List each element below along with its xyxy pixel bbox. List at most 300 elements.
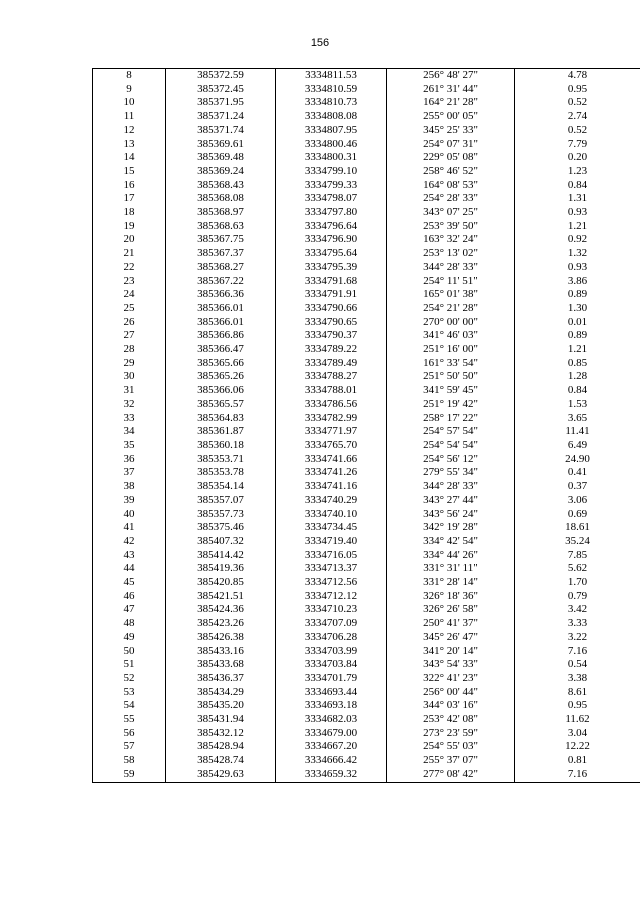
x-coordinate-cell: 385428.94 [166,740,276,754]
point-number-cell: 46 [93,590,166,604]
distance-cell: 0.92 [515,233,640,247]
point-number-cell: 53 [93,686,166,700]
y-coordinate-cell: 3334810.73 [276,96,387,110]
bearing-cell: 163° 32' 24" [387,233,515,247]
y-coordinate-cell: 3334797.80 [276,206,387,220]
distance-cell: 1.32 [515,247,640,261]
x-coordinate-cell: 385420.85 [166,576,276,590]
table-row [93,617,640,631]
x-coordinate-cell: 385364.83 [166,412,276,426]
point-number-cell: 45 [93,576,166,590]
point-number-cell: 35 [93,439,166,453]
distance-cell: 35.24 [515,535,640,549]
x-coordinate-cell: 385434.29 [166,686,276,700]
bearing-cell: 251° 50' 50" [387,370,515,384]
bearing-cell: 277° 08' 42" [387,768,515,782]
distance-cell: 0.95 [515,699,640,713]
y-coordinate-cell: 3334740.10 [276,508,387,522]
table-row [93,110,640,124]
point-number-cell: 40 [93,508,166,522]
x-coordinate-cell: 385372.59 [166,69,276,83]
y-coordinate-cell: 3334712.12 [276,590,387,604]
distance-cell: 3.86 [515,275,640,289]
y-coordinate-cell: 3334716.05 [276,549,387,563]
point-number-cell: 50 [93,645,166,659]
y-coordinate-cell: 3334811.53 [276,69,387,83]
x-coordinate-cell: 385369.48 [166,151,276,165]
point-number-cell: 32 [93,398,166,412]
distance-cell: 2.74 [515,110,640,124]
y-coordinate-cell: 3334788.01 [276,384,387,398]
coordinates-table [92,68,640,783]
point-number-cell: 54 [93,699,166,713]
y-coordinate-cell: 3334790.37 [276,329,387,343]
x-coordinate-cell: 385429.63 [166,768,276,782]
point-number-cell: 59 [93,768,166,782]
x-coordinate-cell: 385419.36 [166,562,276,576]
x-coordinate-cell: 385407.32 [166,535,276,549]
bearing-cell: 343° 54' 33" [387,658,515,672]
bearing-cell: 254° 54' 54" [387,439,515,453]
x-coordinate-cell: 385431.94 [166,713,276,727]
table-row [93,521,640,535]
x-coordinate-cell: 385366.36 [166,288,276,302]
distance-cell: 0.52 [515,124,640,138]
y-coordinate-cell: 3334788.27 [276,370,387,384]
table-row [93,466,640,480]
x-coordinate-cell: 385436.37 [166,672,276,686]
point-number-cell: 13 [93,138,166,152]
distance-cell: 0.89 [515,288,640,302]
distance-cell: 7.79 [515,138,640,152]
x-coordinate-cell: 385365.57 [166,398,276,412]
point-number-cell: 21 [93,247,166,261]
table-row [93,165,640,179]
x-coordinate-cell: 385368.97 [166,206,276,220]
y-coordinate-cell: 3334710.23 [276,603,387,617]
distance-cell: 7.16 [515,768,640,782]
x-coordinate-cell: 385353.78 [166,466,276,480]
table-row [93,727,640,741]
y-coordinate-cell: 3334796.64 [276,220,387,234]
y-coordinate-cell: 3334666.42 [276,754,387,768]
point-number-cell: 19 [93,220,166,234]
x-coordinate-cell: 385366.01 [166,302,276,316]
point-number-cell: 51 [93,658,166,672]
table-row [93,124,640,138]
bearing-cell: 229° 05' 08" [387,151,515,165]
bearing-cell: 331° 28' 14" [387,576,515,590]
table-row [93,247,640,261]
y-coordinate-cell: 3334798.07 [276,192,387,206]
distance-cell: 1.28 [515,370,640,384]
distance-cell: 3.33 [515,617,640,631]
point-number-cell: 18 [93,206,166,220]
point-number-cell: 34 [93,425,166,439]
distance-cell: 6.49 [515,439,640,453]
distance-cell: 0.95 [515,83,640,97]
point-number-cell: 23 [93,275,166,289]
point-number-cell: 48 [93,617,166,631]
bearing-cell: 258° 17' 22" [387,412,515,426]
x-coordinate-cell: 385424.36 [166,603,276,617]
y-coordinate-cell: 3334795.39 [276,261,387,275]
x-coordinate-cell: 385368.08 [166,192,276,206]
bearing-cell: 164° 21' 28" [387,96,515,110]
table-row [93,658,640,672]
bearing-cell: 341° 59' 45" [387,384,515,398]
bearing-cell: 256° 00' 44" [387,686,515,700]
y-coordinate-cell: 3334790.65 [276,316,387,330]
bearing-cell: 254° 21' 28" [387,302,515,316]
y-coordinate-cell: 3334741.26 [276,466,387,480]
x-coordinate-cell: 385366.06 [166,384,276,398]
distance-cell: 0.52 [515,96,640,110]
x-coordinate-cell: 385354.14 [166,480,276,494]
table-row [93,631,640,645]
table-row [93,329,640,343]
bearing-cell: 279° 55' 34" [387,466,515,480]
distance-cell: 0.69 [515,508,640,522]
x-coordinate-cell: 385372.45 [166,83,276,97]
distance-cell: 12.22 [515,740,640,754]
y-coordinate-cell: 3334682.03 [276,713,387,727]
table-row [93,439,640,453]
y-coordinate-cell: 3334719.40 [276,535,387,549]
x-coordinate-cell: 385368.43 [166,179,276,193]
bearing-cell: 326° 18' 36" [387,590,515,604]
bearing-cell: 250° 41' 37" [387,617,515,631]
x-coordinate-cell: 385365.26 [166,370,276,384]
y-coordinate-cell: 3334799.33 [276,179,387,193]
y-coordinate-cell: 3334799.10 [276,165,387,179]
y-coordinate-cell: 3334703.84 [276,658,387,672]
bearing-cell: 322° 41' 23" [387,672,515,686]
table-row [93,206,640,220]
point-number-cell: 52 [93,672,166,686]
y-coordinate-cell: 3334810.59 [276,83,387,97]
distance-cell: 0.81 [515,754,640,768]
point-number-cell: 42 [93,535,166,549]
table-row [93,179,640,193]
table-row [93,343,640,357]
point-number-cell: 33 [93,412,166,426]
bearing-cell: 254° 55' 03" [387,740,515,754]
point-number-cell: 58 [93,754,166,768]
x-coordinate-cell: 385369.61 [166,138,276,152]
table-row [93,672,640,686]
y-coordinate-cell: 3334706.28 [276,631,387,645]
point-number-cell: 27 [93,329,166,343]
y-coordinate-cell: 3334782.99 [276,412,387,426]
table-row [93,138,640,152]
bearing-cell: 343° 27' 44" [387,494,515,508]
table-row [93,83,640,97]
y-coordinate-cell: 3334791.91 [276,288,387,302]
distance-cell: 0.37 [515,480,640,494]
table-row [93,384,640,398]
x-coordinate-cell: 385367.75 [166,233,276,247]
x-coordinate-cell: 385369.24 [166,165,276,179]
point-number-cell: 24 [93,288,166,302]
x-coordinate-cell: 385432.12 [166,727,276,741]
bearing-cell: 254° 28' 33" [387,192,515,206]
x-coordinate-cell: 385360.18 [166,439,276,453]
x-coordinate-cell: 385414.42 [166,549,276,563]
table-row [93,220,640,234]
y-coordinate-cell: 3334712.56 [276,576,387,590]
point-number-cell: 11 [93,110,166,124]
point-number-cell: 36 [93,453,166,467]
bearing-cell: 344° 28' 33" [387,480,515,494]
table-row [93,480,640,494]
y-coordinate-cell: 3334659.32 [276,768,387,782]
bearing-cell: 253° 39' 50" [387,220,515,234]
bearing-cell: 251° 19' 42" [387,398,515,412]
y-coordinate-cell: 3334808.08 [276,110,387,124]
bearing-cell: 164° 08' 53" [387,179,515,193]
bearing-cell: 251° 16' 00" [387,343,515,357]
bearing-cell: 326° 26' 58" [387,603,515,617]
bearing-cell: 344° 28' 33" [387,261,515,275]
bearing-cell: 258° 46' 52" [387,165,515,179]
bearing-cell: 342° 19' 28" [387,521,515,535]
table-row [93,453,640,467]
distance-cell: 0.93 [515,261,640,275]
bearing-cell: 341° 20' 14" [387,645,515,659]
distance-cell: 1.30 [515,302,640,316]
table-row [93,398,640,412]
x-coordinate-cell: 385368.63 [166,220,276,234]
x-coordinate-cell: 385426.38 [166,631,276,645]
distance-cell: 0.89 [515,329,640,343]
bearing-cell: 343° 56' 24" [387,508,515,522]
distance-cell: 5.62 [515,562,640,576]
x-coordinate-cell: 385375.46 [166,521,276,535]
table-row [93,261,640,275]
y-coordinate-cell: 3334713.37 [276,562,387,576]
y-coordinate-cell: 3334765.70 [276,439,387,453]
y-coordinate-cell: 3334790.66 [276,302,387,316]
point-number-cell: 26 [93,316,166,330]
distance-cell: 24.90 [515,453,640,467]
distance-cell: 7.16 [515,645,640,659]
x-coordinate-cell: 385433.16 [166,645,276,659]
x-coordinate-cell: 385423.26 [166,617,276,631]
bearing-cell: 161° 33' 54" [387,357,515,371]
x-coordinate-cell: 385367.22 [166,275,276,289]
table-row [93,590,640,604]
bearing-cell: 253° 13' 02" [387,247,515,261]
distance-cell: 0.20 [515,151,640,165]
point-number-cell: 39 [93,494,166,508]
distance-cell: 4.78 [515,69,640,83]
distance-cell: 0.84 [515,179,640,193]
bearing-cell: 345° 25' 33" [387,124,515,138]
bearing-cell: 253° 42' 08" [387,713,515,727]
x-coordinate-cell: 385357.73 [166,508,276,522]
point-number-cell: 44 [93,562,166,576]
table-row [93,754,640,768]
bearing-cell: 165° 01' 38" [387,288,515,302]
y-coordinate-cell: 3334703.99 [276,645,387,659]
point-number-cell: 9 [93,83,166,97]
y-coordinate-cell: 3334771.97 [276,425,387,439]
x-coordinate-cell: 385371.74 [166,124,276,138]
bearing-cell: 254° 07' 31" [387,138,515,152]
table-row [93,425,640,439]
point-number-cell: 57 [93,740,166,754]
x-coordinate-cell: 385421.51 [166,590,276,604]
distance-cell: 1.21 [515,220,640,234]
x-coordinate-cell: 385428.74 [166,754,276,768]
bearing-cell: 254° 11' 51" [387,275,515,289]
x-coordinate-cell: 385371.24 [166,110,276,124]
point-number-cell: 20 [93,233,166,247]
y-coordinate-cell: 3334707.09 [276,617,387,631]
point-number-cell: 37 [93,466,166,480]
y-coordinate-cell: 3334701.79 [276,672,387,686]
distance-cell: 3.65 [515,412,640,426]
point-number-cell: 22 [93,261,166,275]
page-number: 156 [310,37,330,49]
table-row [93,645,640,659]
table-row [93,96,640,110]
table-row [93,370,640,384]
table-row [93,768,640,782]
table-row [93,69,640,83]
distance-cell: 0.93 [515,206,640,220]
y-coordinate-cell: 3334679.00 [276,727,387,741]
x-coordinate-cell: 385368.27 [166,261,276,275]
distance-cell: 1.21 [515,343,640,357]
x-coordinate-cell: 385366.01 [166,316,276,330]
point-number-cell: 16 [93,179,166,193]
point-number-cell: 43 [93,549,166,563]
x-coordinate-cell: 385365.66 [166,357,276,371]
distance-cell: 3.06 [515,494,640,508]
x-coordinate-cell: 385366.86 [166,329,276,343]
y-coordinate-cell: 3334667.20 [276,740,387,754]
bearing-cell: 261° 31' 44" [387,83,515,97]
distance-cell: 3.42 [515,603,640,617]
distance-cell: 0.54 [515,658,640,672]
bearing-cell: 254° 57' 54" [387,425,515,439]
point-number-cell: 10 [93,96,166,110]
point-number-cell: 12 [93,124,166,138]
table-row [93,192,640,206]
point-number-cell: 25 [93,302,166,316]
distance-cell: 8.61 [515,686,640,700]
distance-cell: 1.70 [515,576,640,590]
table-row [93,151,640,165]
point-number-cell: 56 [93,727,166,741]
x-coordinate-cell: 385367.37 [166,247,276,261]
table-row [93,302,640,316]
bearing-cell: 270° 00' 00" [387,316,515,330]
distance-cell: 0.79 [515,590,640,604]
point-number-cell: 47 [93,603,166,617]
point-number-cell: 55 [93,713,166,727]
y-coordinate-cell: 3334800.31 [276,151,387,165]
distance-cell: 11.41 [515,425,640,439]
table-row [93,508,640,522]
table-row [93,699,640,713]
bearing-cell: 334° 42' 54" [387,535,515,549]
x-coordinate-cell: 385357.07 [166,494,276,508]
table-row [93,713,640,727]
y-coordinate-cell: 3334807.95 [276,124,387,138]
bearing-cell: 341° 46' 03" [387,329,515,343]
x-coordinate-cell: 385433.68 [166,658,276,672]
distance-cell: 0.01 [515,316,640,330]
y-coordinate-cell: 3334789.49 [276,357,387,371]
point-number-cell: 38 [93,480,166,494]
bearing-cell: 256° 48' 27" [387,69,515,83]
bearing-cell: 255° 37' 07" [387,754,515,768]
bearing-cell: 343° 07' 25" [387,206,515,220]
point-number-cell: 8 [93,69,166,83]
bearing-cell: 255° 00' 05" [387,110,515,124]
table-row [93,494,640,508]
distance-cell: 3.38 [515,672,640,686]
distance-cell: 7.85 [515,549,640,563]
distance-cell: 3.22 [515,631,640,645]
point-number-cell: 14 [93,151,166,165]
table-row [93,316,640,330]
y-coordinate-cell: 3334791.68 [276,275,387,289]
bearing-cell: 344° 03' 16" [387,699,515,713]
distance-cell: 11.62 [515,713,640,727]
bearing-cell: 331° 31' 11" [387,562,515,576]
y-coordinate-cell: 3334741.66 [276,453,387,467]
distance-cell: 0.85 [515,357,640,371]
x-coordinate-cell: 385353.71 [166,453,276,467]
distance-cell: 0.41 [515,466,640,480]
distance-cell: 18.61 [515,521,640,535]
distance-cell: 1.23 [515,165,640,179]
point-number-cell: 17 [93,192,166,206]
table-row [93,576,640,590]
distance-cell: 3.04 [515,727,640,741]
table-row [93,233,640,247]
y-coordinate-cell: 3334796.90 [276,233,387,247]
bearing-cell: 254° 56' 12" [387,453,515,467]
table-row [93,275,640,289]
y-coordinate-cell: 3334740.29 [276,494,387,508]
distance-cell: 1.53 [515,398,640,412]
point-number-cell: 41 [93,521,166,535]
table-row [93,603,640,617]
bearing-cell: 273° 23' 59" [387,727,515,741]
y-coordinate-cell: 3334786.56 [276,398,387,412]
table-row [93,549,640,563]
point-number-cell: 29 [93,357,166,371]
x-coordinate-cell: 385435.20 [166,699,276,713]
table-row [93,740,640,754]
y-coordinate-cell: 3334693.18 [276,699,387,713]
table-row [93,535,640,549]
y-coordinate-cell: 3334795.64 [276,247,387,261]
table-row [93,686,640,700]
bearing-cell: 334° 44' 26" [387,549,515,563]
table-row [93,288,640,302]
y-coordinate-cell: 3334741.16 [276,480,387,494]
distance-cell: 1.31 [515,192,640,206]
distance-cell: 0.84 [515,384,640,398]
x-coordinate-cell: 385366.47 [166,343,276,357]
y-coordinate-cell: 3334789.22 [276,343,387,357]
